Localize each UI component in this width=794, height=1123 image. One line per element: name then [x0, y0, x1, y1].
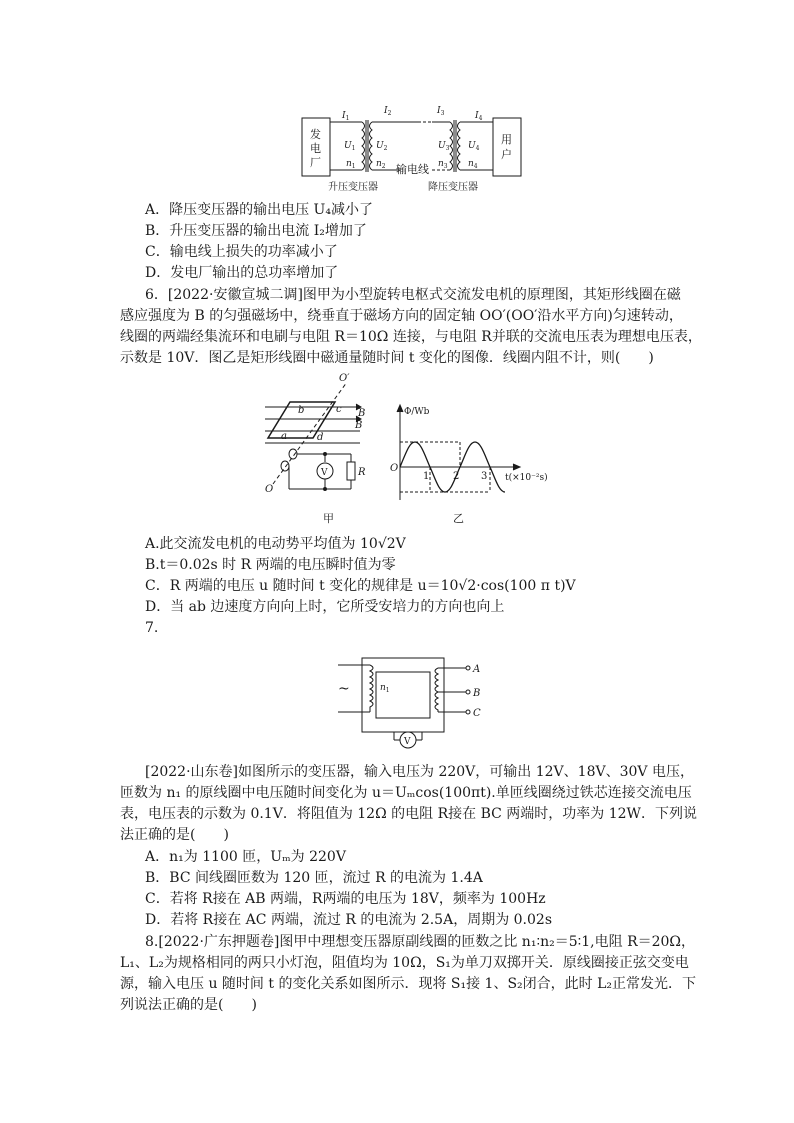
q6-option-c: C．R 两端的电压 u 随时间 t 变化的规律是 u＝10√2·cos(100 π t)V [145, 578, 576, 594]
svg-text:I4 [474, 111, 483, 122]
U4-label: U [468, 141, 476, 151]
n3-label: n [438, 159, 444, 169]
n1-sub: 1 [351, 163, 356, 170]
x-axis-label: t(×10⁻²s) [505, 473, 548, 483]
resistor-label: R [358, 467, 366, 478]
q6-option-d: D．当 ab 边速度方向向上时，它所受安培力的方向也向上 [145, 599, 505, 615]
q7-stem-line-2: 匝数为 n₁ 的原线圈中电压随时间变化为 u＝Uₘcos(100πt).单匝线圈绕过铁芯连接交流电压 [120, 785, 692, 801]
field-label-B-1: B [358, 408, 366, 419]
step-down-secondary-coil [458, 122, 461, 170]
iron-core-outer [362, 658, 444, 732]
origin-label: O [390, 463, 399, 474]
svg-text:I1 [341, 111, 349, 122]
q7-stem-line-1: [2022·山东卷]如图所示的变压器，输入电压为 220V，可输出 12V、18V、30V 电压， [145, 764, 694, 780]
q5-option-c: C．输电线上损失的功率减小了 [145, 244, 338, 260]
slip-ring-1 [289, 449, 297, 459]
svg-text:I3 [436, 106, 445, 117]
q5-option-a: A．降压变压器的输出电压 U₄减小了 [145, 202, 373, 218]
n4-sub: 4 [473, 163, 478, 170]
n3-sub: 3 [443, 163, 448, 170]
q7-option-b: B．BC 间线圈匝数为 120 匝，流过 R 的电流为 1.4A [145, 870, 483, 886]
svg-text:n2 [376, 159, 386, 170]
transformer-diagram-q7 [330, 650, 495, 755]
slip-ring-2 [281, 461, 289, 471]
generator-diagram-jia [255, 372, 370, 527]
q7-option-d: D．若将 R接在 AC 两端，流过 R 的电流为 2.5A，周期为 0.02s [145, 912, 553, 928]
flux-time-graph-yi [385, 400, 590, 525]
coil-corner-a: a [281, 431, 287, 442]
q6-stem-line-3: 线圈的两端经集流环和电刷与电阻 R＝10Ω 连接，与电阻 R并联的交流电压表为理想电压表， [120, 329, 702, 345]
field-label-B-2: B [355, 420, 363, 431]
I2-sub: 2 [387, 110, 392, 117]
step-down-label: 降压变压器 [428, 182, 478, 193]
I1-sub: 1 [345, 115, 350, 122]
svg-text:U3 [438, 141, 450, 152]
axis-label-O-prime: O′ [339, 373, 350, 384]
voltmeter-label: V [321, 468, 328, 478]
figure-caption-jia: 甲 [323, 512, 334, 525]
U1-label: U [344, 141, 352, 151]
q6-stem-line-1: 6．[2022·安徽宣城二调]图甲为小型旋转电枢式交流发电机的原理图，其矩形线圈在磁 [145, 287, 681, 303]
n2-label: n [376, 159, 382, 169]
terminal-A: A [473, 664, 481, 675]
y-axis-label: Φ/Wb [404, 407, 430, 417]
I3-label: I [437, 106, 441, 116]
step-down-primary-coil [450, 122, 453, 170]
U1-sub: 1 [351, 145, 356, 152]
I1-label: I [342, 111, 346, 121]
axis-label-O: O [265, 484, 274, 495]
n1-sub-q7: 1 [385, 687, 390, 694]
q7-number: 7. [145, 620, 159, 636]
coil-corner-c: c [336, 404, 342, 415]
x-tick-2: 2 [453, 471, 460, 482]
U3-label: U [438, 141, 446, 151]
step-up-secondary-coil [370, 122, 373, 170]
q6-stem-line-4: 示数是 10V．图乙是矩形线圈中磁通量随时间 t 变化的图像．线圈内阻不计，则( ) [120, 350, 654, 366]
q8-stem-line-2: L₁、L₂为规格相同的两只小灯泡，阻值均为 10Ω，S₁为单刀双掷开关．原线圈接正弦交变电 [120, 955, 689, 971]
q5-option-d: D．发电厂输出的总功率增加了 [145, 265, 339, 281]
x-tick-1: 1 [423, 471, 430, 482]
transmission-diagram [300, 100, 525, 195]
user-label-2: 户 [501, 148, 512, 161]
svg-text:U4 [468, 141, 480, 152]
q7-stem-line-3: 表，电压表的示数为 0.1V．将阻值为 12Ω 的电阻 R接在 BC 两端时，功率为 12W．下列说 [120, 806, 697, 822]
transmission-line-label: 输电线 [396, 163, 429, 176]
svg-text:I2 [383, 106, 392, 117]
secondary-coil [435, 668, 438, 712]
q6-option-a: A.此交流发电机的电动势平均值为 10√2V [145, 536, 406, 552]
svg-text:n1 [346, 159, 356, 170]
terminal-B: B [473, 688, 481, 699]
step-up-label: 升压变压器 [328, 182, 378, 193]
svg-text:n4 [468, 159, 478, 170]
svg-text:n1 [380, 683, 390, 694]
ac-source-symbol: ~ [338, 681, 350, 697]
n2-sub: 2 [381, 163, 386, 170]
user-label-1: 用 [501, 133, 512, 146]
step-up-primary-coil [362, 122, 365, 170]
primary-coil [370, 665, 373, 712]
voltmeter-label-q7: V [404, 737, 411, 747]
q5-option-b: B．升压变压器的输出电流 I₂增加了 [145, 223, 367, 239]
U3-sub: 3 [445, 145, 450, 152]
generator-label-3: 厂 [310, 156, 321, 169]
user-box [493, 118, 521, 176]
q8-stem-line-4: 列说法正确的是( ) [120, 997, 257, 1013]
generator-label-1: 发 [310, 128, 321, 141]
n1-label: n [346, 159, 352, 169]
terminal-C: C [473, 708, 481, 719]
q8-stem-line-3: 源，输入电压 u 随时间 t 的变化关系如图所示．现将 S₁接 1、S₂闭合，此时 L₂正常发光．下 [120, 976, 697, 992]
svg-text:n3 [438, 159, 448, 170]
figure-caption-yi: 乙 [453, 512, 464, 525]
I4-sub: 4 [478, 115, 483, 122]
U4-sub: 4 [475, 145, 480, 152]
svg-text:U2 [376, 141, 388, 152]
I2-label: I [384, 106, 388, 116]
U2-sub: 2 [383, 145, 388, 152]
generator-label-2: 电 [310, 142, 321, 155]
U2-label: U [376, 141, 384, 151]
q7-option-c: C．若将 R接在 AB 两端，R两端的电压为 18V，频率为 100Hz [145, 891, 546, 907]
coil-corner-b: b [298, 405, 305, 416]
resistor-R [347, 462, 355, 480]
q8-stem-line-1: 8.[2022·广东押题卷]图甲中理想变压器原副线圈的匝数之比 n₁∶n₂＝5∶1,电阻 R＝20Ω， [145, 934, 696, 950]
n4-label: n [468, 159, 474, 169]
svg-text:U1 [344, 141, 355, 152]
q7-option-a: A．n₁为 1100 匝，Uₘ为 220V [145, 849, 346, 865]
q6-option-b: B.t＝0.02s 时 R 两端的电压瞬时值为零 [145, 557, 396, 573]
q6-stem-line-2: 感应强度为 B 的匀强磁场中，绕垂直于磁场方向的固定轴 OO′(OO′沿水平方向)匀速转动， [120, 308, 683, 324]
I4-label: I [475, 111, 479, 121]
q7-stem-line-4: 法正确的是( ) [120, 827, 229, 843]
x-tick-3: 3 [481, 471, 488, 482]
iron-core-inner [376, 672, 430, 718]
coil-corner-d: d [317, 432, 324, 443]
n1-label-q7: n [380, 683, 386, 693]
I3-sub: 3 [440, 110, 445, 117]
